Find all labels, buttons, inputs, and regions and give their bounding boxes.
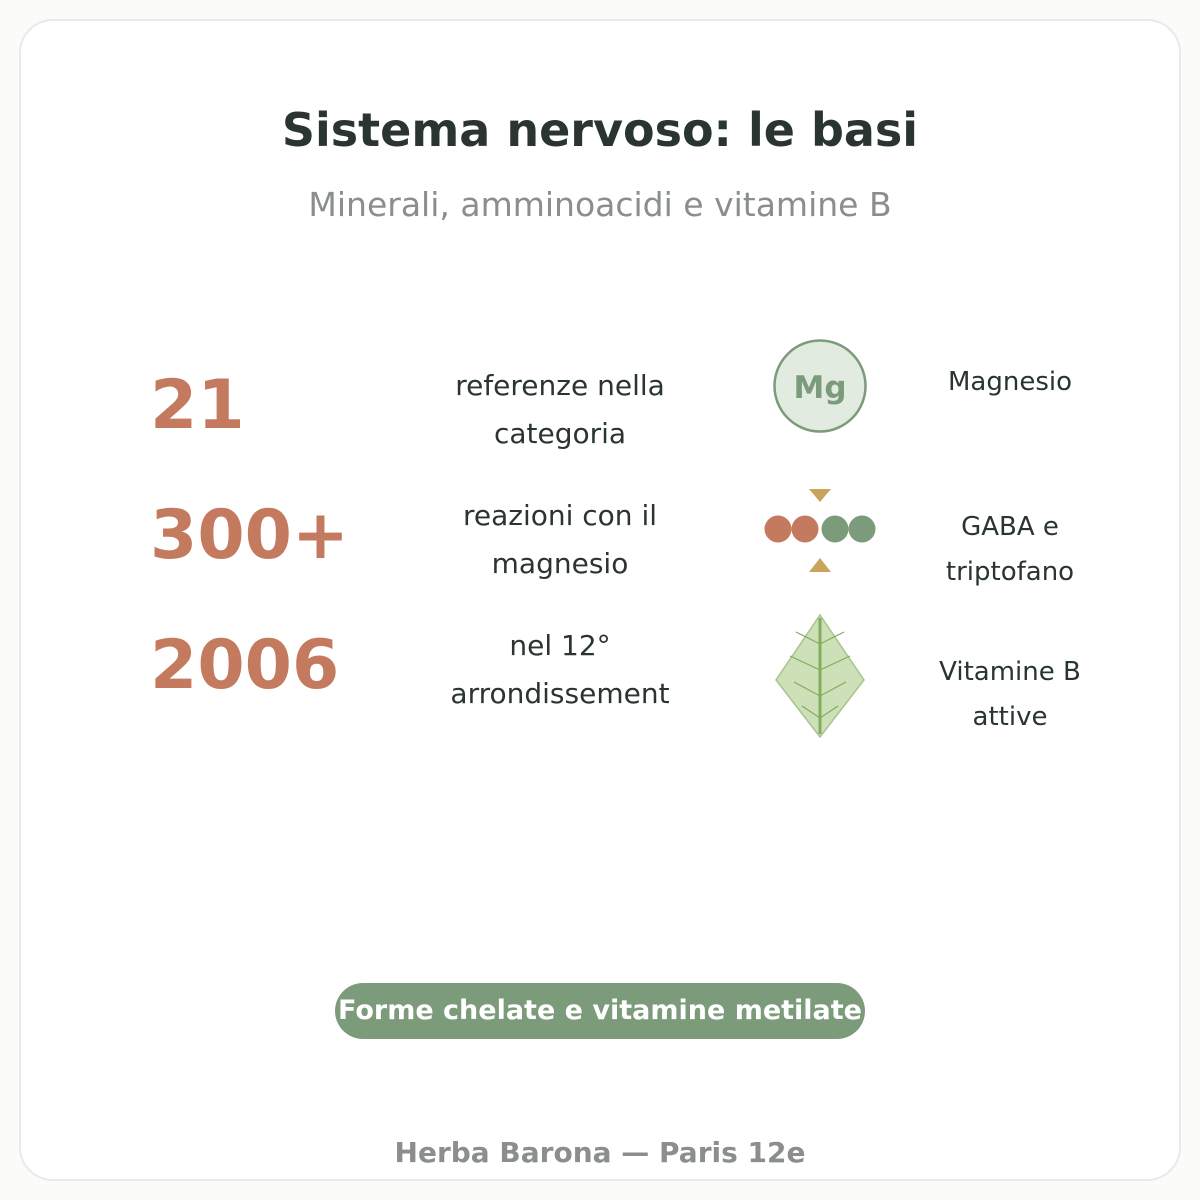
stat-value-year: 2006	[150, 626, 340, 705]
stat-value-references: 21	[150, 366, 245, 445]
stat-value-reactions: 300+	[150, 496, 349, 575]
footer-brand: Herba Barona — Paris 12e	[394, 1136, 806, 1169]
stat-label-references: referenze nella categoria	[455, 369, 665, 450]
leaf-icon	[772, 612, 868, 740]
magnesium-symbol: Mg	[793, 370, 847, 406]
magnesium-icon	[770, 336, 870, 436]
highlight-badge: Forme chelate e vitamine metilate	[335, 983, 865, 1039]
feature-label-gaba: GABA e triptofano	[945, 512, 1075, 587]
feature-label-magnesium: Magnesio	[947, 367, 1073, 397]
molecule-chain-icon	[760, 486, 880, 576]
page-subtitle: Minerali, amminoacidi e vitamine B	[308, 185, 892, 224]
stat-label-reactions: reazioni con il magnesio	[462, 499, 658, 580]
page-title: Sistema nervoso: le basi	[281, 103, 919, 157]
feature-label-vitamins: Vitamine B attive	[939, 657, 1081, 732]
stat-label-year: nel 12° arrondissement	[450, 629, 670, 710]
